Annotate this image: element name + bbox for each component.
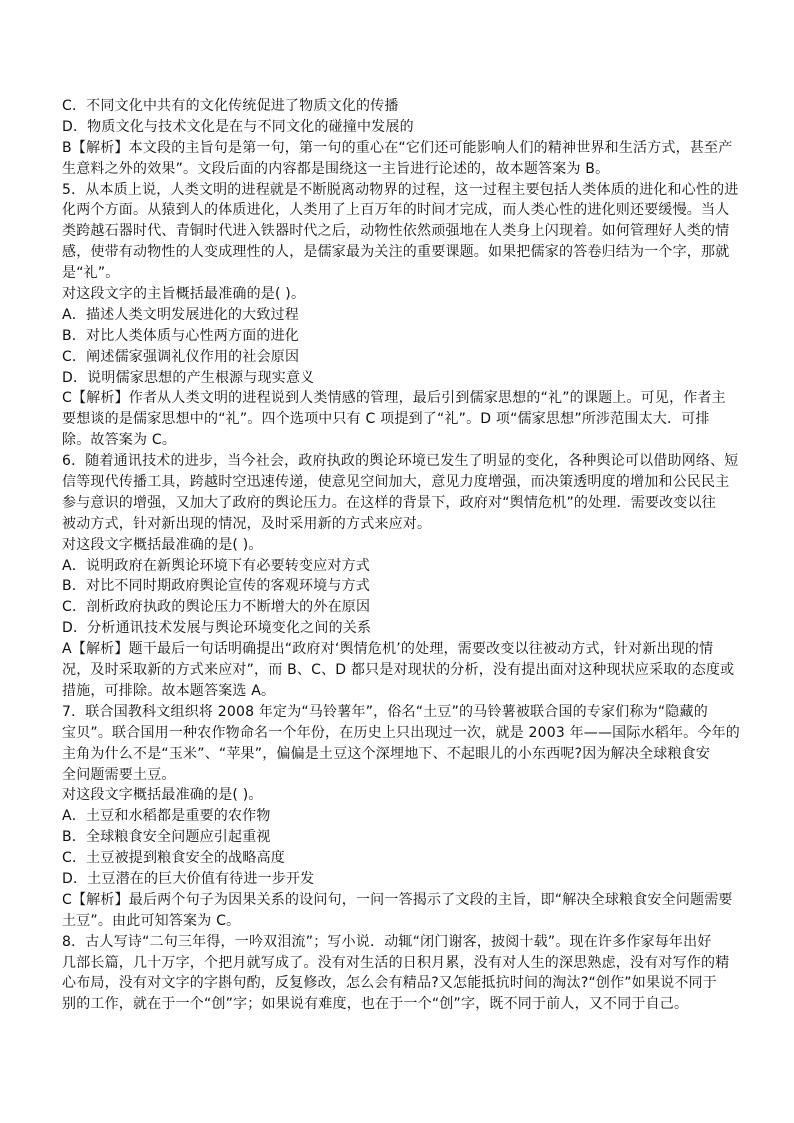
text-line: C．不同文化中共有的文化传统促进了物质文化的传播 <box>62 98 399 114</box>
text-line: 感，使带有动物性的人变成理性的人，是儒家最为关注的重要课题。如果把儒家的答卷归结为一个字，那就 <box>62 244 730 261</box>
text-line: C．阐述儒家强调礼仪作用的社会原因 <box>62 348 300 365</box>
text-line: B．全球粮食安全问题应引起重视 <box>62 829 271 846</box>
text-line: C．土豆被提到粮食安全的战略高度 <box>62 850 285 867</box>
text-line: 类跨越石器时代、青铜时代进入铁器时代之后，动物性依然顽强地在人类身上闪现着。如何管理好人类的情 <box>62 223 730 240</box>
text-line: 要想谈的是儒家思想中的“礼”。四个选项中只有 C 项提到了“礼”。D 项“儒家思想”所涉范围太大．可排 <box>62 411 710 428</box>
text-line: 措施，可排除。故本题答案选 A。 <box>62 682 276 699</box>
text-line: 信等现代传播工具，跨越时空迅速传递，使意见空间加大，意见力度增强，而决策透明度的增加和公民民主 <box>62 474 730 491</box>
text-line: 对这段文字概括最准确的是( )。 <box>62 536 263 553</box>
text-line: 6．随着通讯技术的进步，当今社会，政府执政的舆论环境已发生了明显的变化，各种舆论可以借助网络、短 <box>62 453 739 470</box>
text-line: 几部长篇，几十万字，个把月就写成了。没有对生活的日积月累，没有对人生的深思熟虑，没有对写作的精 <box>62 954 730 971</box>
document-body <box>62 96 742 1015</box>
text-line: 化两个方面。从猿到人的体质进化，人类用了上百万年的时间才完成，而人类心性的进化则还要缓慢。当人 <box>62 202 730 219</box>
text-line: 被动方式，针对新出现的情况，及时采用新的方式来应对。 <box>62 515 432 532</box>
text-line: 5．从本质上说，人类文明的进程就是不断脱离动物界的过程，这一过程主要包括人类体质的进化和心性的进 <box>62 181 739 198</box>
text-line: A．描述人类文明发展进化的大致过程 <box>62 306 299 323</box>
text-line: 别的工作，就在于一个“创”字；如果说有难度，也在于一个“创”字，既不同于前人，又不同于自己。 <box>62 996 689 1013</box>
text-line: A【解析】题干最后一句话明确提出“政府对‘舆情危机’的处理，需要改变以往被动方式，针对新出现的情 <box>62 641 714 658</box>
text-line: B．对比不同时期政府舆论宣传的客观环境与方式 <box>62 578 371 595</box>
text-line: D．物质文化与技术文化是在与不同文化的碰撞中发展的 <box>62 118 414 135</box>
text-line: 主角为什么不是“玉米”、“苹果”，偏偏是土豆这个深埋地下、不起眼儿的小东西呢?因为解决全球粮食安 <box>62 745 711 762</box>
text-line: 对这段文字概括最准确的是( )。 <box>62 787 263 804</box>
text-line: 宝贝”。联合国用一种农作物命名一个年份，在历史上只出现过一次，就是 2003 年——国际水稻年。今年的 <box>62 724 740 741</box>
text-line: 心布局，没有对文字的字斟句酌，反复修改，怎么会有精品?又怎能抵抗时间的淘汰?“创作”如果说不同于 <box>62 975 717 992</box>
text-line: C【解析】最后两个句子为因果关系的设问句，一问一答揭示了文段的主旨，即“解决全球粮食安全问题需要 <box>62 891 733 908</box>
text-line: 全问题需要土豆。 <box>62 766 176 783</box>
text-line: C【解析】作者从人类文明的进程说到人类情感的管理，最后引到儒家思想的“礼”的课题上。可见，作者主 <box>62 390 726 407</box>
text-line: 除。故答案为 C。 <box>62 432 177 449</box>
text-line: 7．联合国教科文组织将 2008 年定为“马铃薯年”，俗名“土豆”的马铃薯被联合国的专家们称为“隐藏的 <box>62 703 708 720</box>
text-line: 参与意识的增强，又加大了政府的舆论压力。在这样的背景下，政府对“舆情危机”的处理．需要改变以往 <box>62 494 716 511</box>
text-line: A．说明政府在新舆论环境下有必要转变应对方式 <box>62 557 370 574</box>
text-line: 对这段文字的主旨概括最准确的是( )。 <box>62 286 306 303</box>
text-line: B．对比人类体质与心性两方面的进化 <box>62 327 300 344</box>
text-line: C．剖析政府执政的舆论压力不断增大的外在原因 <box>62 599 371 616</box>
text-line: D．分析通讯技术发展与舆论环境变化之间的关系 <box>62 620 372 637</box>
text-line: D．说明儒家思想的产生根源与现实意义 <box>62 369 315 386</box>
text-line: 生意料之外的效果”。文段后面的内容都是围绕这一主旨进行论述的，故本题答案为 B。 <box>62 160 610 177</box>
text-line: A．土豆和水稻都是重要的农作物 <box>62 808 271 825</box>
text-line: 是“礼”。 <box>62 265 120 282</box>
text-line: 况，及时采取新的方式来应对”，而 B、C、D 都只是对现状的分析，没有提出面对这种现状应采取的态度或 <box>62 662 735 679</box>
text-line: B【解析】本文段的主旨句是第一句，第一句的重心在“它们还可能影响人们的精神世界和生活方式，甚至产 <box>62 139 733 156</box>
text-line: D．土豆潜在的巨大价值有待进一步开发 <box>62 870 315 887</box>
text-line: 8．古人写诗“二句三年得，一吟双泪流”；写小说．动辄“闭门谢客，披阅十载”。现在许多作家每年出好 <box>62 933 712 950</box>
text-line: 土豆”。由此可知答案为 C。 <box>62 912 241 929</box>
